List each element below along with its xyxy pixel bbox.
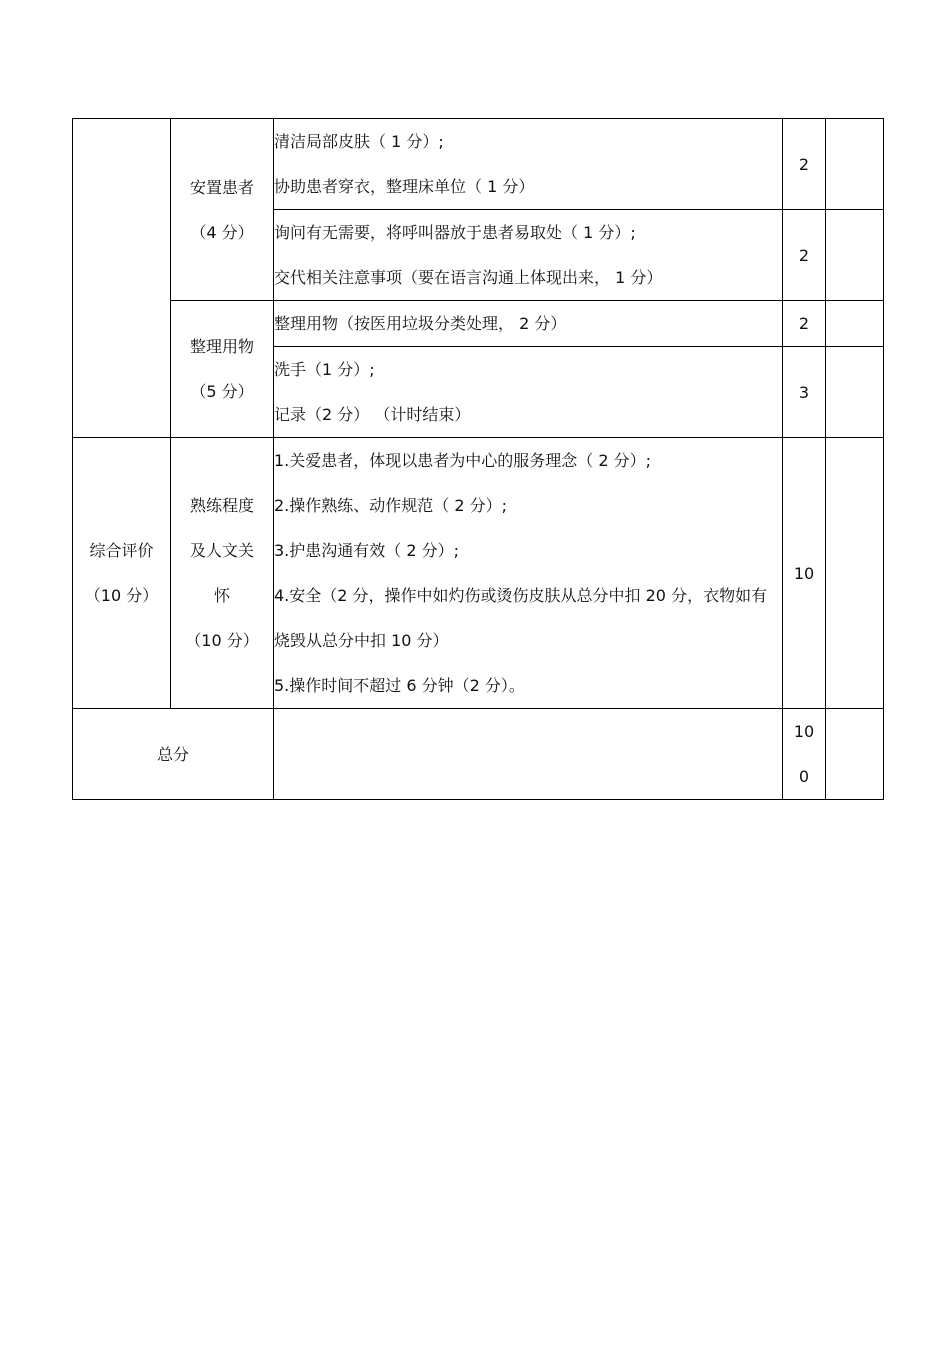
subcategory-cell: 安置患者 （4 分） [171,119,274,301]
score-cell: 3 [783,347,826,438]
scoring-table [72,118,884,800]
table-row [73,438,884,709]
score-cell: 10 [783,438,826,709]
criteria-cell: 清洁局部皮肤（ 1 分）; 协助患者穿衣，整理床单位（ 1 分） [274,119,783,210]
table-row [73,301,884,347]
score-cell: 2 [783,119,826,210]
subcategory-cell: 熟练程度 及人文关 怀 （10 分） [171,438,274,709]
criteria-cell: 1.关爱患者，体现以患者为中心的服务理念（ 2 分）; 2.操作熟练、动作规范（ 2 分）; 3.护患沟通有效（ 2 分）; 4.安全（2 分，操作中如灼伤或烫伤皮肤从总分中扣 20 分，衣物如有烧毁从总分中扣 10 分） 5.操作时间不超过 6 分钟（2 分）。 [274,438,783,709]
category-cell: 综合评价 （10 分） [73,438,171,709]
actual-score-cell [826,709,884,800]
criteria-cell: 整理用物（按医用垃圾分类处理， 2 分） [274,301,783,347]
score-cell: 2 [783,210,826,301]
actual-score-cell [826,119,884,210]
actual-score-cell [826,347,884,438]
subcategory-cell: 整理用物 （5 分） [171,301,274,438]
actual-score-cell [826,438,884,709]
table-row [73,119,884,210]
criteria-cell: 询问有无需要，将呼叫器放于患者易取处（ 1 分）; 交代相关注意事项（要在语言沟通上体现出来， 1 分） [274,210,783,301]
score-cell: 2 [783,301,826,347]
category-cell-empty [73,119,171,438]
actual-score-cell [826,210,884,301]
actual-score-cell [826,301,884,347]
total-label: 总分 [73,709,274,800]
total-score-cell: 10 0 [783,709,826,800]
criteria-cell-empty [274,709,783,800]
criteria-cell: 洗手（1 分）; 记录（2 分） （计时结束） [274,347,783,438]
total-row [73,709,884,800]
